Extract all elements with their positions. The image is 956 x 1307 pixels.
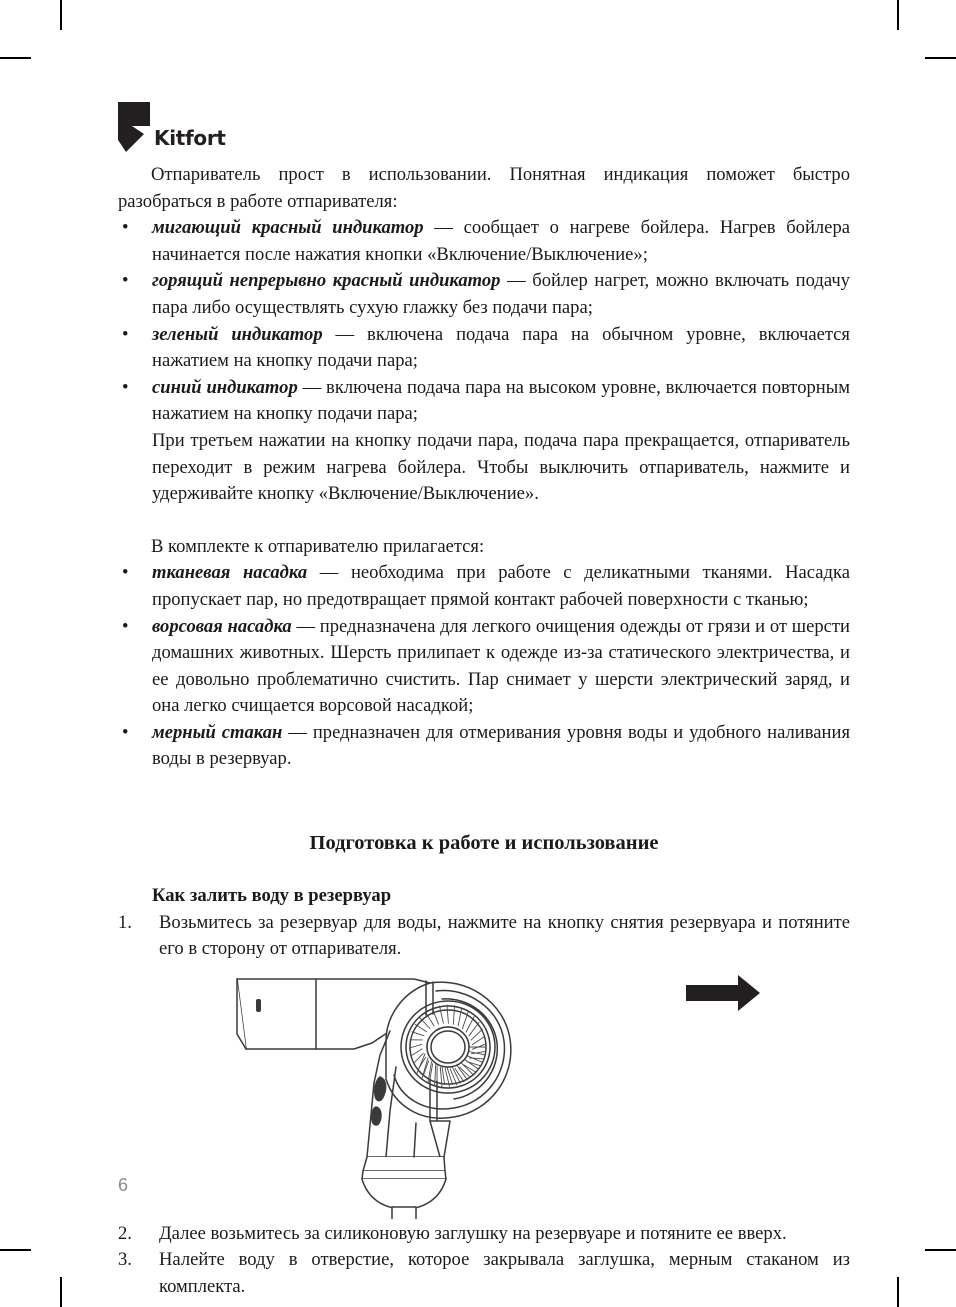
tank-release-slot: [256, 999, 261, 1012]
list-item-text: — предназначен для отмеривания уровня воды и удобного наливания воды в резервуар.: [152, 721, 850, 770]
list-item-text: — бойлер нагрет, можно включать подачу пара либо осуществлять сухую глажку без подачи пара;: [152, 270, 850, 318]
power-button: [375, 1077, 386, 1101]
sub-heading: Как залить воду в резервуар: [152, 885, 392, 907]
kit-list: [118, 560, 850, 773]
list-item-number: 1.: [118, 911, 132, 933]
list-item-lead: мигающий красный индикатор: [152, 217, 424, 239]
list-item-lead: тканевая насадка: [152, 562, 308, 584]
list-item-text: Далее возьмитесь за силиконовую заглушку на резервуаре и потяните ее вверх.: [159, 1222, 787, 1244]
kit-intro-paragraph: В комплекте к отпаривателю прилагается:: [151, 535, 485, 557]
kitfort-flag-logo-icon: [118, 102, 150, 152]
list-item-text: — необходима при работе с деликатными тканями. Насадка пропускает пар, но предотвращает прямой контакт рабочей поверхности с тканью;: [152, 562, 850, 610]
crop-mark-top-right-vertical: [897, 0, 899, 30]
power-cable: [392, 1207, 416, 1219]
brand-name: Kitfort: [154, 126, 226, 150]
bullet-icon: •: [122, 270, 129, 292]
list-item-text: — предназначена для легкого очищения одежды от грязи и от шерсти домашних животных. Шерсть прилипает к одежде из-за статического электричества, и ее довольно проблематично счистить. Пар снимает у шерсти электрический заряд, и она легко счищается ворсовой насадкой;: [152, 615, 850, 717]
steps-list-part1: [118, 910, 850, 963]
list-item: [118, 268, 850, 321]
crop-mark-top-left-vertical: [60, 0, 62, 30]
handle: [362, 1121, 450, 1209]
steamer-illustration: [204, 971, 764, 1219]
steps-list-part2: [118, 1221, 850, 1301]
crop-mark-bottom-left-horizontal: [0, 1249, 31, 1251]
list-item-number: 2.: [118, 1222, 132, 1244]
water-tank: [237, 979, 316, 1049]
list-item: [118, 1221, 850, 1248]
list-item: [118, 375, 850, 428]
spacer: [118, 773, 850, 829]
list-item-lead: ворсовая насадка: [152, 615, 292, 637]
bullet-icon: •: [122, 615, 129, 637]
steamer-diagram: [118, 971, 850, 1221]
page-number: 6: [118, 1175, 129, 1195]
list-item: [118, 720, 850, 773]
list-item-text: Возьмитесь за резервуар для воды, нажмите на кнопку снятия резервуара и потяните его в сторону от отпаривателя.: [159, 911, 850, 960]
list-item: [118, 215, 850, 268]
brand-logo: [118, 100, 850, 156]
list-item-lead: мерный стакан: [152, 721, 283, 743]
spacer: [118, 857, 850, 883]
bullet-icon: •: [122, 562, 129, 584]
list-item-lead: зеленый индикатор: [152, 323, 323, 345]
right-arrow-icon: [686, 975, 760, 1011]
steam-button: [372, 1107, 381, 1125]
page-content: [118, 100, 850, 1301]
list-item-text: Налейте воду в отверстие, которое закрывала заглушка, мерным стаканом из комплекта.: [159, 1249, 850, 1298]
steam-head-nozzle: [386, 982, 511, 1118]
spacer: [118, 508, 850, 534]
page-title: Подготовка к работе и использование: [309, 832, 659, 855]
crop-mark-top-left-horizontal: [0, 57, 31, 59]
bullet-icon: •: [122, 217, 129, 239]
indicator-continuation-paragraph: При третьем нажатии на кнопку подачи пара, подача пара прекращается, отпариватель переходит в режим нагрева бойлера. Чтобы выключить отпариватель, нажмите и удерживайте кнопку «Включение/Выключение».: [152, 429, 850, 505]
list-item: [118, 1247, 850, 1300]
list-item-text: — включена подача пара на высоком уровне, включается повторным нажатием на кнопку подачи пара;: [152, 376, 850, 425]
list-item-lead: горящий непрерывно красный индикатор: [152, 270, 501, 292]
crop-mark-bottom-right-vertical: [897, 1277, 899, 1307]
list-item: [118, 614, 850, 720]
list-item: [118, 322, 850, 375]
list-item-text: — включена подача пара на обычном уровне, включается нажатием на кнопку подачи пара;: [152, 323, 850, 372]
indicator-list: [118, 215, 850, 428]
intro-paragraph: Отпариватель прост в использовании. Понятная индикация поможет быстро разобраться в работе отпаривателя:: [118, 164, 850, 212]
crop-mark-top-right-horizontal: [925, 57, 956, 59]
list-item-lead: синий индикатор: [152, 376, 298, 398]
list-item: [118, 910, 850, 963]
bullet-icon: •: [122, 721, 129, 743]
list-item: [118, 560, 850, 613]
crop-mark-bottom-left-vertical: [60, 1277, 62, 1307]
list-item-text: — сообщает о нагреве бойлера. Нагрев бойлера начинается после нажатия кнопки «Включение/Выключение»;: [152, 217, 850, 265]
crop-mark-bottom-right-horizontal: [925, 1249, 956, 1251]
bullet-icon: •: [122, 376, 129, 398]
list-item-number: 3.: [118, 1249, 132, 1271]
bullet-icon: •: [122, 323, 129, 345]
